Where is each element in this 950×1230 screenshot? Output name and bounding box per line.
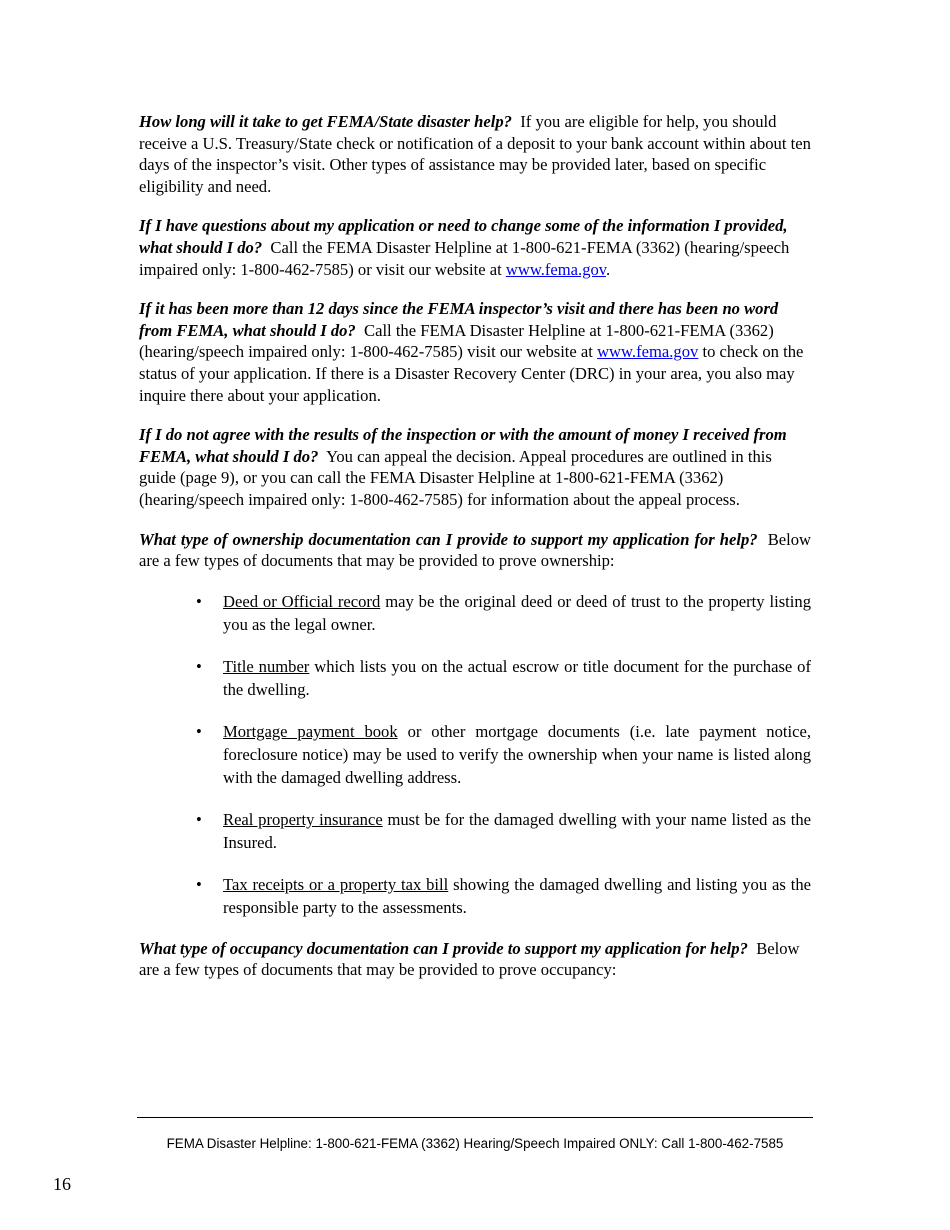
faq-question: How long will it take to get FEMA/State disaster help? [139, 112, 512, 131]
document-body [139, 111, 811, 999]
bullet: • [196, 591, 202, 611]
ownership-docs-list [139, 590, 811, 919]
faq-answer: Call the FEMA Disaster Helpline at 1-800-621-FEMA (3362) (hearing/speech impaired only: 1-800-462-7585) visit our website at [139, 320, 774, 362]
fema-website-link[interactable]: www.fema.gov [505, 259, 607, 279]
doc-description: which lists you on the actual escrow or title document for the purchase of the dwelling. [223, 656, 812, 699]
doc-description: or other mortgage documents (i.e. late payment notice, foreclosure notice) may be used to verify the ownership when your name is listed along with the damaged dwelling address. [223, 721, 811, 787]
bullet: • [196, 874, 202, 894]
doc-term: Real property insurance [223, 809, 383, 829]
faq-question: What type of occupancy documentation can I provide to support my application for help? [139, 938, 748, 958]
faq-answer-end: to check on the status of your application. If there is a Disaster Recovery Center (DRC) in your area, you also may inquire there about your application. [139, 342, 804, 405]
faq-question: If I have questions about my application or need to change some of the information I provided, what should I do? [139, 216, 788, 257]
list-item [196, 655, 812, 701]
page-number: 16 [53, 1174, 71, 1194]
faq-question: If I do not agree with the results of the inspection or with the amount of money I received from FEMA, what should I do? [139, 425, 787, 466]
faq-answer: You can appeal the decision. Appeal procedures are outlined in this guide (page 9), or you can call the FEMA Disaster Helpline at 1-800-621-FEMA (3362) (hearing/speech impaired only: 1-800-462-7585) for information about the appeal process. [139, 446, 772, 509]
faq-change-info [139, 215, 811, 280]
faq-no-word [139, 298, 811, 406]
fema-website-link[interactable]: www.fema.gov [597, 342, 699, 362]
bullet: • [196, 809, 202, 829]
faq-ownership [139, 529, 811, 572]
list-item [196, 873, 811, 919]
doc-description: showing the damaged dwelling and listing you as the responsible party to the assessments. [223, 874, 811, 917]
footer-divider [137, 1117, 813, 1118]
list-item [196, 590, 811, 636]
doc-term: Tax receipts or a property tax bill [223, 874, 449, 894]
faq-question: What type of ownership documentation can I provide to support my application for help? [139, 529, 758, 549]
faq-question: If it has been more than 12 days since the FEMA inspector’s visit and there has been no word from FEMA, what should I do? [139, 299, 779, 340]
faq-occupancy [139, 938, 811, 981]
doc-term: Mortgage payment book [223, 721, 398, 741]
faq-answer: Call the FEMA Disaster Helpline at 1-800-621-FEMA (3362) (hearing/speech impaired only: 1-800-462-7585) or visit our website at [139, 237, 790, 279]
bullet: • [196, 656, 202, 676]
faq-answer: Below are a few types of documents that may be provided to prove ownership: [139, 529, 812, 571]
list-item [196, 808, 811, 854]
doc-description: may be the original deed or deed of trust to the property listing you as the legal owner. [223, 591, 811, 634]
faq-answer: Below are a few types of documents that may be provided to prove occupancy: [139, 938, 800, 980]
faq-answer-end: . [606, 259, 611, 279]
faq-answer: If you are eligible for help, you should receive a U.S. Treasury/State check or notification of a deposit to your bank account within about ten days of the inspector’s visit. Other types of assistance may be provided later, based on specific eligibility and need. [139, 112, 811, 196]
bullet: • [196, 721, 202, 741]
doc-description: must be for the damaged dwelling with your name listed as the Insured. [223, 809, 811, 852]
footer-helpline: FEMA Disaster Helpline: 1-800-621-FEMA (3362) Hearing/Speech Impaired ONLY: Call 1-800-462-7585 [166, 1136, 784, 1151]
doc-term: Deed or Official record [223, 591, 381, 611]
faq-appeal [139, 424, 811, 510]
doc-term: Title number [223, 656, 310, 676]
faq-timing [139, 111, 811, 197]
list-item [196, 720, 811, 789]
